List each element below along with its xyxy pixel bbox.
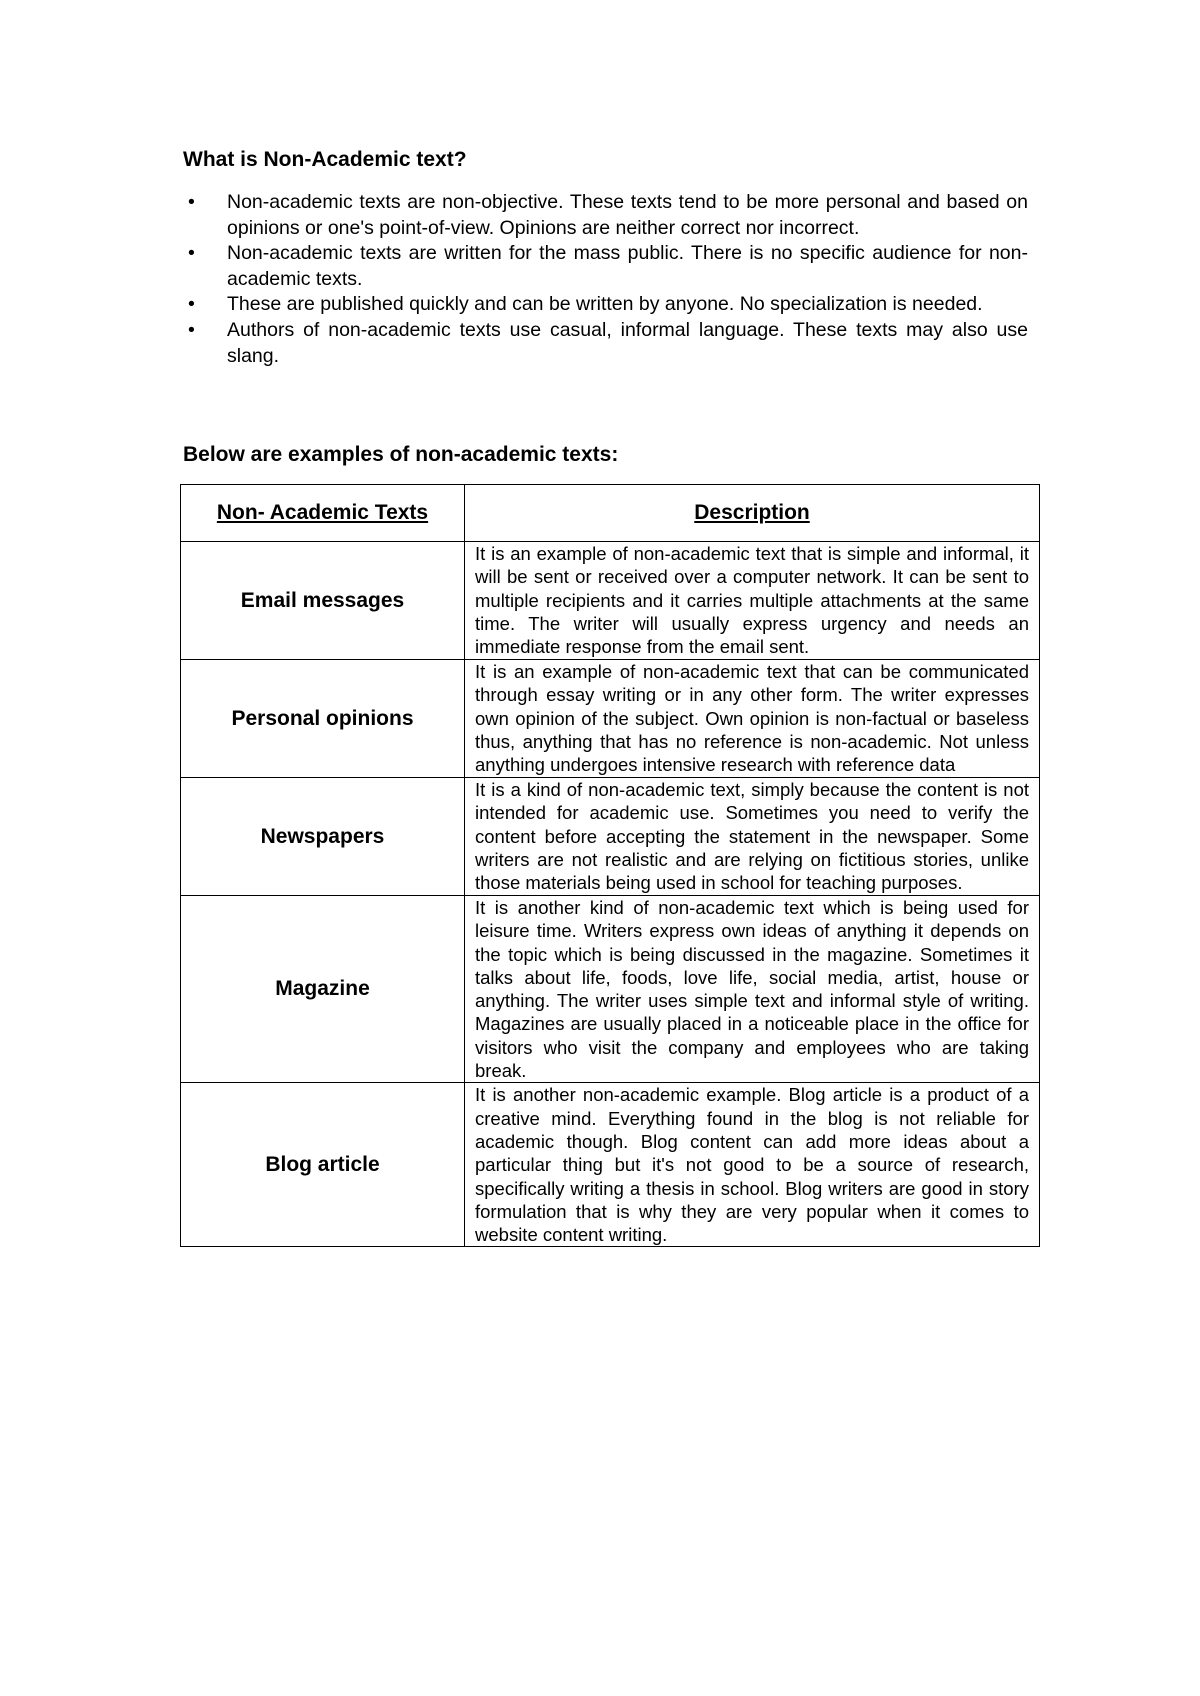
table-row <box>181 778 1040 896</box>
table-row <box>181 660 1040 778</box>
row-name: Blog article <box>181 1083 465 1247</box>
heading-examples: Below are examples of non-academic texts: <box>183 443 619 466</box>
row-name: Email messages <box>181 542 465 660</box>
row-name: Magazine <box>181 896 465 1083</box>
header-texts: Non- Academic Texts <box>181 485 465 542</box>
bullet-text: Authors of non-academic texts use casual, informal language. These texts may also use slang. <box>227 318 1028 367</box>
table-row <box>181 542 1040 660</box>
table-row <box>181 1083 1040 1247</box>
definition-bullet-list <box>183 190 1028 369</box>
row-name: Newspapers <box>181 778 465 896</box>
row-description: It is another non-academic example. Blog article is a product of a creative mind. Everything found in the blog is not reliable for academic though. Blog content can add more ideas about a particular thing but it's not good to be a source of research, specifically writing a thesis in school. Blog writers are good in story formulation that is why they are very popular when it comes to website content writing. <box>465 1083 1040 1247</box>
bullet-icon: • <box>188 191 195 213</box>
bullet-icon: • <box>188 293 195 316</box>
bullet-item <box>183 292 1028 318</box>
table-row <box>181 896 1040 1083</box>
bullet-text: These are published quickly and can be written by anyone. No specialization is needed. <box>227 293 983 316</box>
bullet-icon: • <box>188 242 195 265</box>
row-description: It is a kind of non-academic text, simply because the content is not intended for academic use. Sometimes you need to verify the content before accepting the statement in the newspaper. Some writers are not realistic and are relying on fictitious stories, unlike those materials being used in school for teaching purposes. <box>465 778 1040 896</box>
bullet-icon: • <box>188 318 195 341</box>
table-header-row <box>181 485 1040 542</box>
bullet-item <box>183 190 1028 241</box>
heading-what-is-non-academic: What is Non-Academic text? <box>183 148 467 171</box>
bullet-item <box>183 318 1028 369</box>
bullet-item <box>183 241 1028 292</box>
bullet-text: Non-academic texts are non-objective. These texts tend to be more personal and based on opinions or one's point-of-view. Opinions are neither correct nor incorrect. <box>227 191 1028 239</box>
bullet-text: Non-academic texts are written for the mass public. There is no specific audience for non-academic texts. <box>227 242 1028 290</box>
examples-table <box>180 484 1040 1247</box>
row-description: It is an example of non-academic text that can be communicated through essay writing or in any other form. The writer expresses own opinion of the subject. Own opinion is non-factual or baseless thus, anything that has no reference is non-academic. Not unless anything undergoes intensive research with reference data <box>465 660 1040 778</box>
header-description: Description <box>465 485 1040 542</box>
row-name: Personal opinions <box>181 660 465 778</box>
row-description: It is another kind of non-academic text which is being used for leisure time. Writers express own ideas of anything it depends on the topic which is being discussed in the magazine. Sometimes it talks about life, foods, love life, social media, artist, house or anything. The writer uses simple text and informal style of writing. Magazines are usually placed in a noticeable place in the office for visitors who visit the company and employees who are taking break. <box>465 896 1040 1083</box>
row-description: It is an example of non-academic text that is simple and informal, it will be sent or received over a computer network. It can be sent to multiple recipients and it carries multiple attachments at the same time. The writer will usually express urgency and needs an immediate response from the email sent. <box>465 542 1040 660</box>
